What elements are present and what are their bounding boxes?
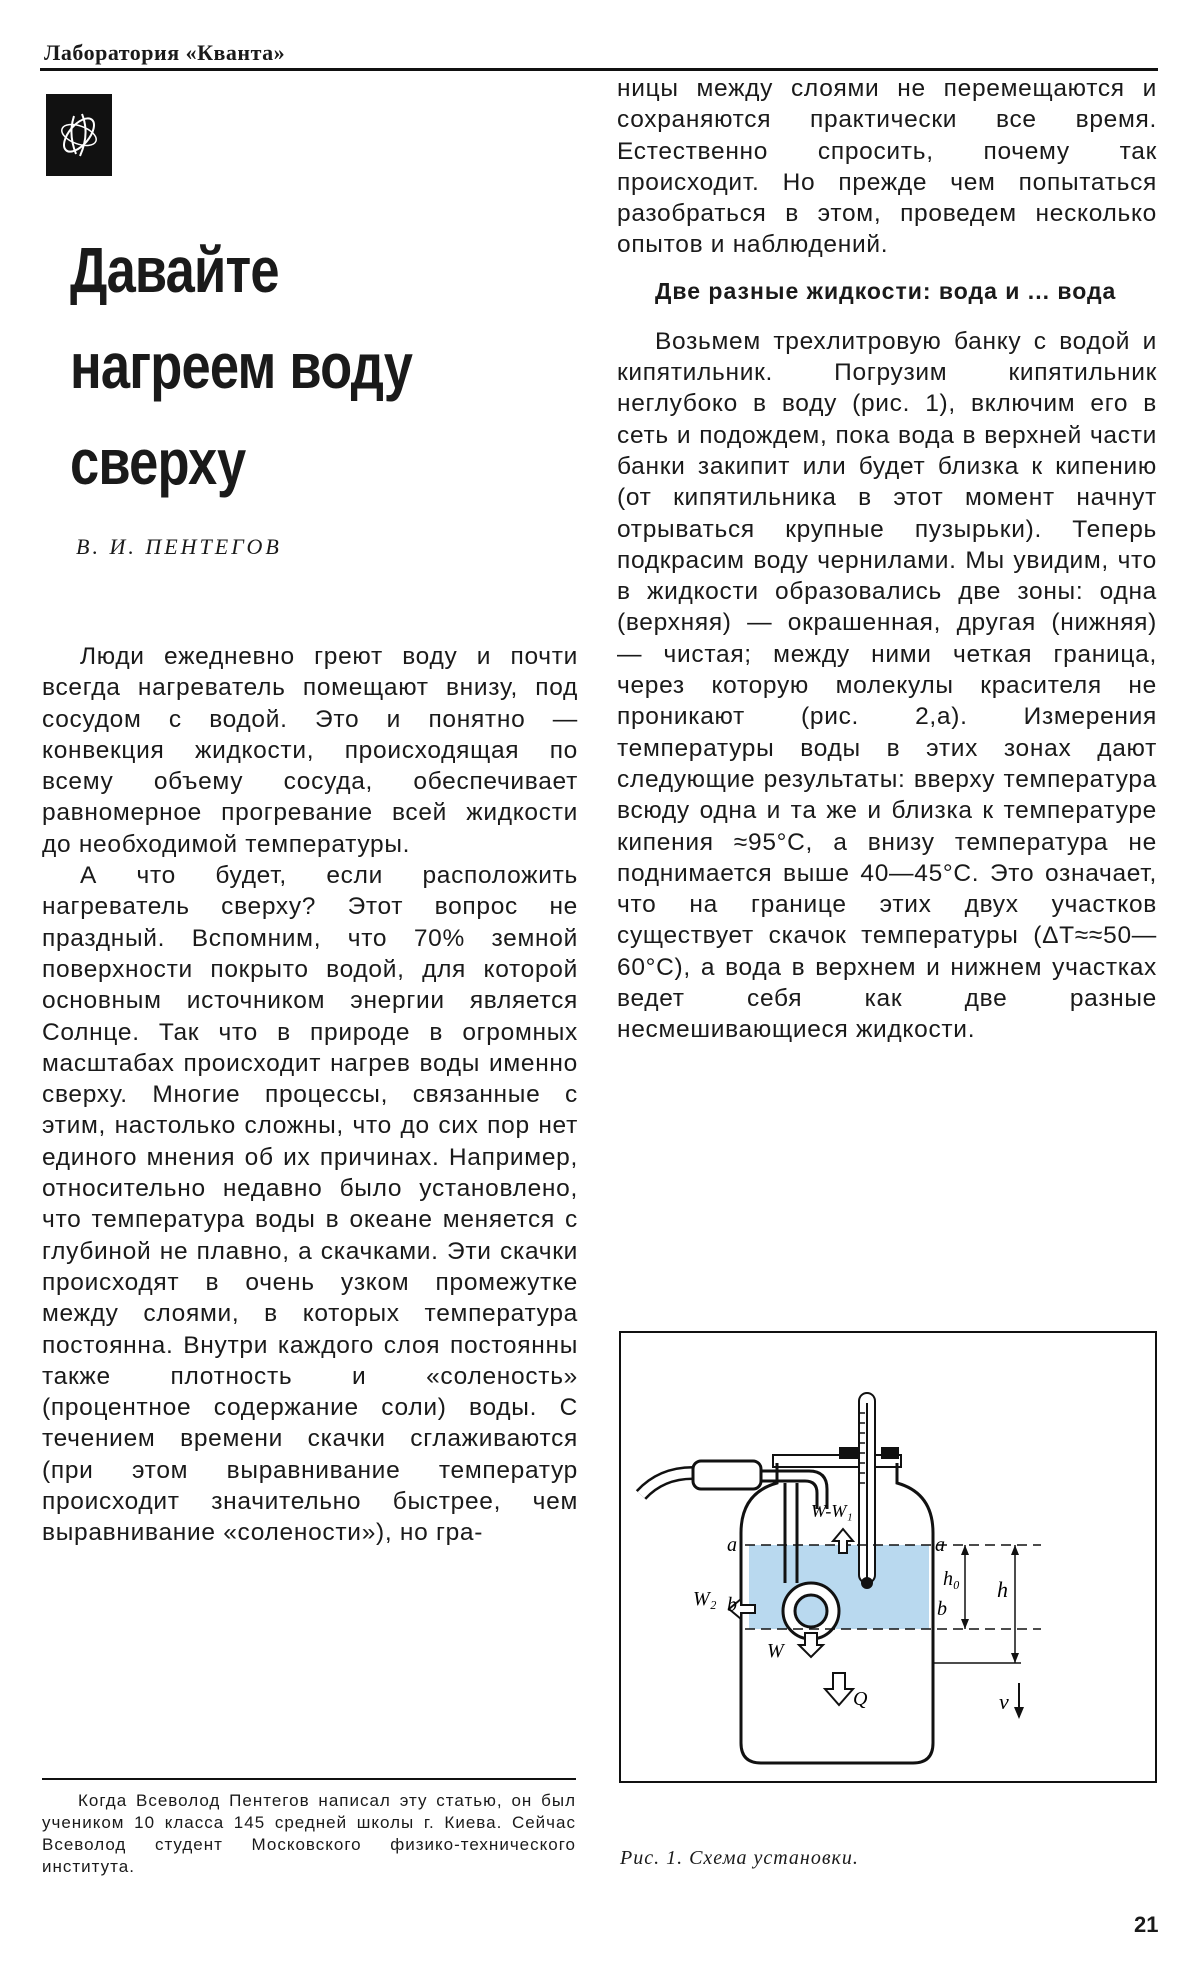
- label-a-right: a: [935, 1534, 945, 1556]
- footnote: [42, 1790, 576, 1878]
- apparatus-diagram: [621, 1333, 1155, 1781]
- label-b-right: b: [937, 1598, 947, 1620]
- label-v: v: [999, 1689, 1009, 1714]
- figure-caption: Рис. 1. Схема установки.: [620, 1847, 859, 1869]
- heater-plug: [693, 1461, 761, 1489]
- running-header: [40, 36, 1158, 71]
- label-a-left: a: [727, 1534, 737, 1556]
- section-subheading: Две разные жидкости: вода и ... вода: [655, 277, 1117, 304]
- atom-logo-icon: [46, 94, 112, 176]
- figure-1: [619, 1331, 1157, 1783]
- label-h: h: [997, 1577, 1008, 1602]
- body-paragraph: А что будет, если расположить нагреватель сверху? Этот вопрос не праздный. Вспомним, что 70% земной поверхности покрыто водой, для которой основным источником энергии является Солнце. Так что в природе в огромных масштабах происходит нагрев воды именно сверху. Многие процессы, связанные с этим, настолько сложны, что до сих пор нет единого мнения об их причинах. Например, относительно недавно было установлено, что температура воды в океане меняется с глубиной не плавно, а скачками. Эти скачки происходят в очень узком промежутке между слоями, в которых температура постоянна. Внутри каждого слоя постоянны также плотность и «соленость» (процентное содержание соли) воды. С течением времени скачки сглаживаются (при этом выравнивание температур происходит значительно быстрее, чем выравнивание «солености»), но гра-: [42, 862, 578, 1547]
- page-number: 21: [1134, 1912, 1159, 1937]
- title-line: нагреем воду: [70, 330, 413, 402]
- label-w2: W₂: [693, 1588, 717, 1610]
- body-paragraph: Люди ежедневно греют воду и почти всегда нагреватель помещают внизу, под сосудом с водой. Это и понятно — конвекция жидкости, происходящая по всему объему сосуда, обеспечивает равномерное прогревание всей жидкости до необходимой температуры.: [42, 643, 578, 858]
- section-title: Лаборатория «Кванта»: [44, 40, 286, 65]
- article-author: В. И. ПЕНТЕГОВ: [76, 534, 282, 559]
- label-b-left: b: [727, 1594, 737, 1616]
- article-title: [70, 222, 496, 510]
- body-paragraph-continuation: ницы между слоями не перемещаются и сохраняются практически все время. Естественно спросить, почему так происходит. Но прежде чем попытаться разобраться в этом, проведем несколько опытов и наблюдений.: [617, 75, 1157, 259]
- body-paragraph: Возьмем трехлитровую банку с водой и кипятильник. Погрузим кипятильник неглубоко в воду (рис. 1), включим его в сеть и подождем, пока вода в верхней части банки закипит или будет близка к кипению (от кипятильника в этот момент начнут отрываться крупные пузырьки). Теперь подкрасим воду чернилами. Мы увидим, что в жидкости образовались две зоны: одна (верхняя) — окрашенная, другая (нижняя) — чистая; между ними четкая граница, через которую молекулы красителя не проникают (рис. 2,а). Измерения температуры воды в этих зонах дают следующие результаты: вверху температура всюду одна и та же и близка к температуре кипения ≈95°C, а внизу температура не поднимается выше 40—45°C. Это означает, что на границе этих двух участков существует скачок температуры (ΔT≈≈50—60°C), а вода в верхнем и нижнем участках ведет себя как две разные несмешивающиеся жидкости.: [617, 327, 1157, 1044]
- lid-clip: [881, 1447, 899, 1459]
- physics-section-logo: [46, 94, 112, 176]
- title-line: сверху: [70, 426, 246, 498]
- label-w-minus-w1: W-W₁: [811, 1501, 853, 1521]
- footnote-text: Когда Всеволод Пентегов написал эту статью, он был учеником 10 класса 145 средней школы г. Киева. Сейчас Всеволод студент Московского физико-технического института.: [42, 1791, 576, 1876]
- label-w: W: [767, 1640, 784, 1662]
- label-q: Q: [853, 1688, 868, 1710]
- label-h0: h₀: [943, 1568, 960, 1590]
- title-line: Давайте: [70, 234, 279, 306]
- right-column: [617, 73, 1157, 1046]
- left-column: [42, 641, 578, 1549]
- arrow-q: [825, 1673, 853, 1705]
- footnote-divider: [42, 1778, 576, 1780]
